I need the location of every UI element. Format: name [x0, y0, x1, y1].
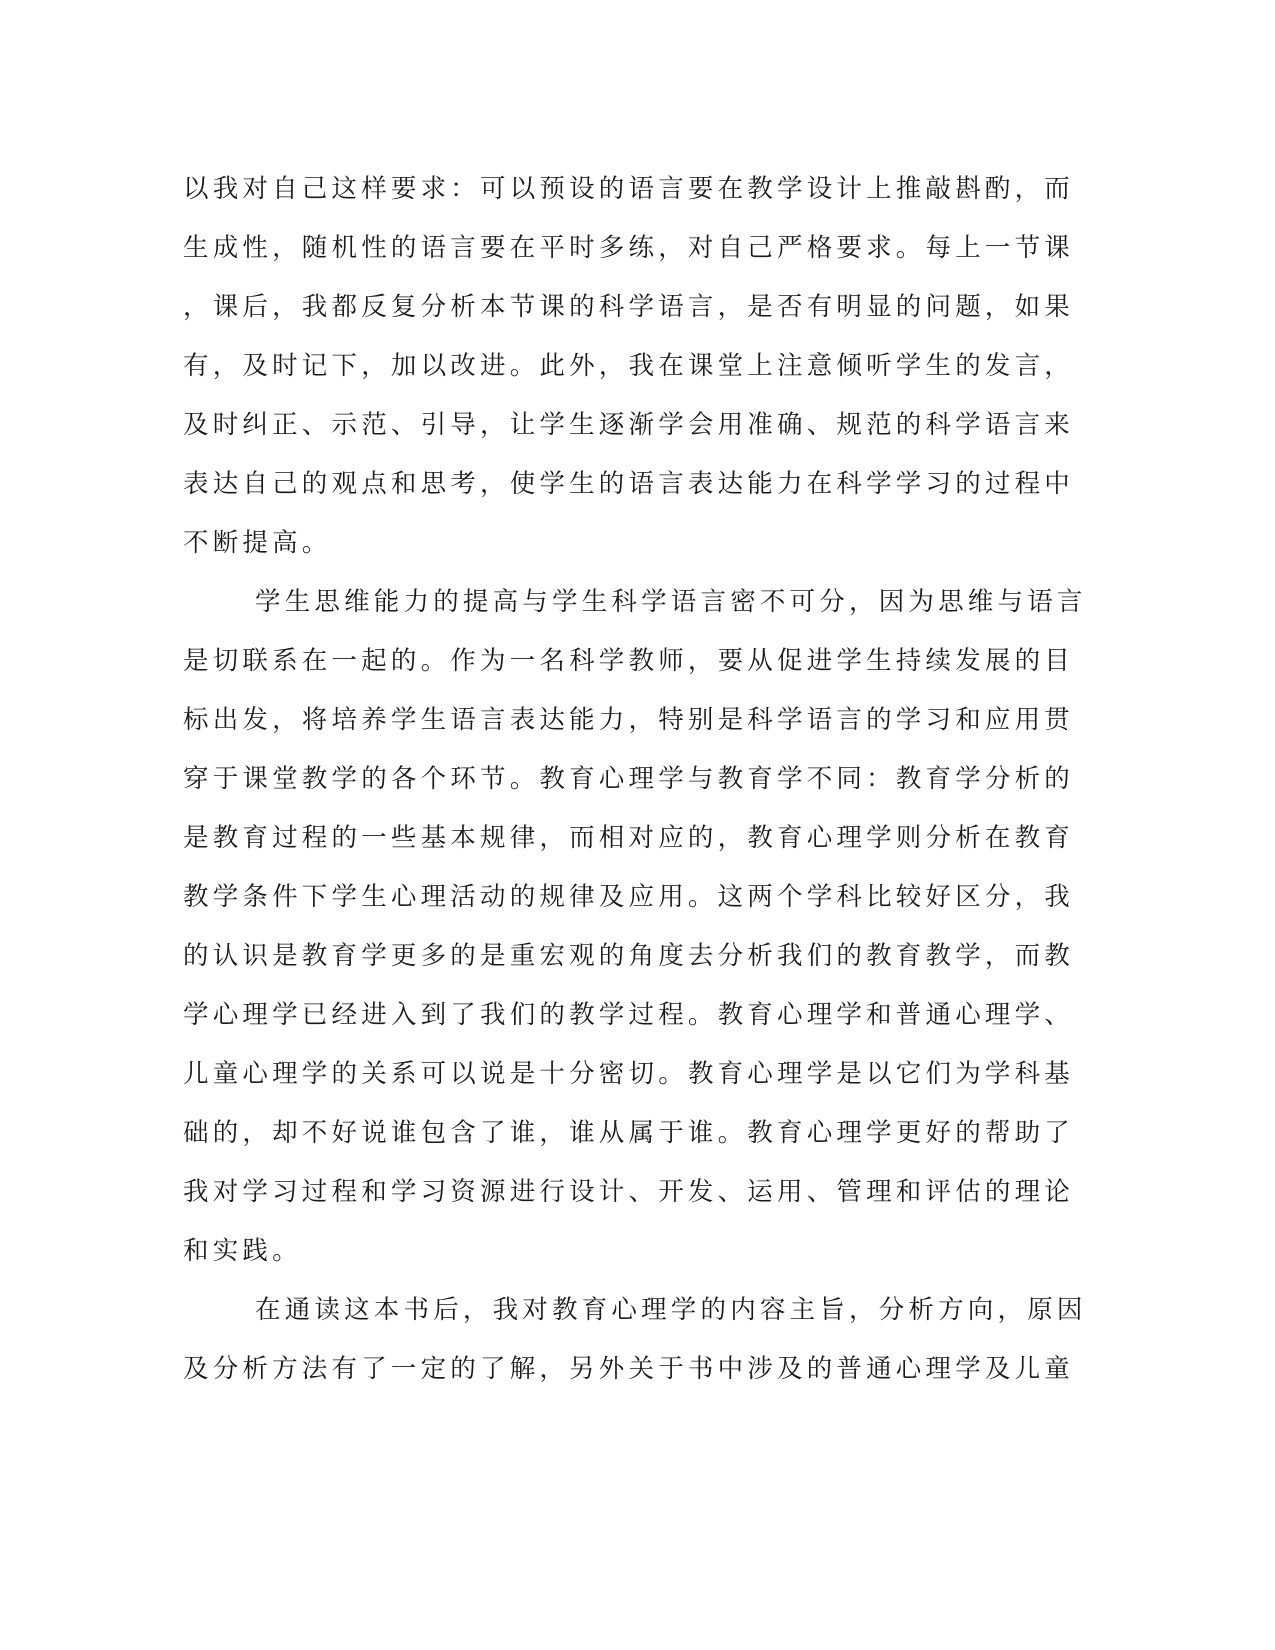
text-line: 我对学习过程和学习资源进行设计、开发、运用、管理和评估的理论 — [183, 1177, 1075, 1207]
text-line: 不断提高。 — [183, 528, 332, 558]
text-line: 以我对自己这样要求：可以预设的语言要在教学设计上推敲斟酌，而 — [183, 174, 1075, 204]
text-line: 及分析方法有了一定的了解，另外关于书中涉及的普通心理学及儿童 — [183, 1354, 1075, 1384]
text-line: 穿于课堂教学的各个环节。教育心理学与教育学不同：教育学分析的 — [183, 764, 1075, 794]
text-line: 是教育过程的一些基本规律，而相对应的，教育心理学则分析在教育 — [183, 823, 1075, 853]
text-line: 和实践。 — [183, 1236, 302, 1266]
text-line: 及时纠正、示范、引导，让学生逐渐学会用准确、规范的科学语言来 — [183, 410, 1075, 440]
body-text — [183, 160, 1087, 1399]
text-line: 有，及时记下，加以改进。此外，我在课堂上注意倾听学生的发言， — [183, 351, 1075, 381]
text-line: 是切联系在一起的。作为一名科学教师，要从促进学生持续发展的目 — [183, 646, 1075, 676]
text-line: 生成性，随机性的语言要在平时多练，对自己严格要求。每上一节课 — [183, 233, 1075, 263]
text-line: 础的，却不好说谁包含了谁，谁从属于谁。教育心理学更好的帮助了 — [183, 1118, 1075, 1148]
paragraph-start-line: 学生思维能力的提高与学生科学语言密不可分，因为思维与语言 — [255, 587, 1087, 617]
text-line: 的认识是教育学更多的是重宏观的角度去分析我们的教育教学，而教 — [183, 941, 1075, 971]
text-line: 教学条件下学生心理活动的规律及应用。这两个学科比较好区分，我 — [183, 882, 1075, 912]
paragraph-start-line: 在通读这本书后，我对教育心理学的内容主旨，分析方向，原因 — [255, 1295, 1087, 1325]
text-line: 学心理学已经进入到了我们的教学过程。教育心理学和普通心理学、 — [183, 1000, 1075, 1030]
text-line: 儿童心理学的关系可以说是十分密切。教育心理学是以它们为学科基 — [183, 1059, 1075, 1089]
text-line: 表达自己的观点和思考，使学生的语言表达能力在科学学习的过程中 — [183, 469, 1075, 499]
text-line: ，课后，我都反复分析本节课的科学语言，是否有明显的问题，如果 — [183, 292, 1075, 322]
text-line: 标出发，将培养学生语言表达能力，特别是科学语言的学习和应用贯 — [183, 705, 1075, 735]
